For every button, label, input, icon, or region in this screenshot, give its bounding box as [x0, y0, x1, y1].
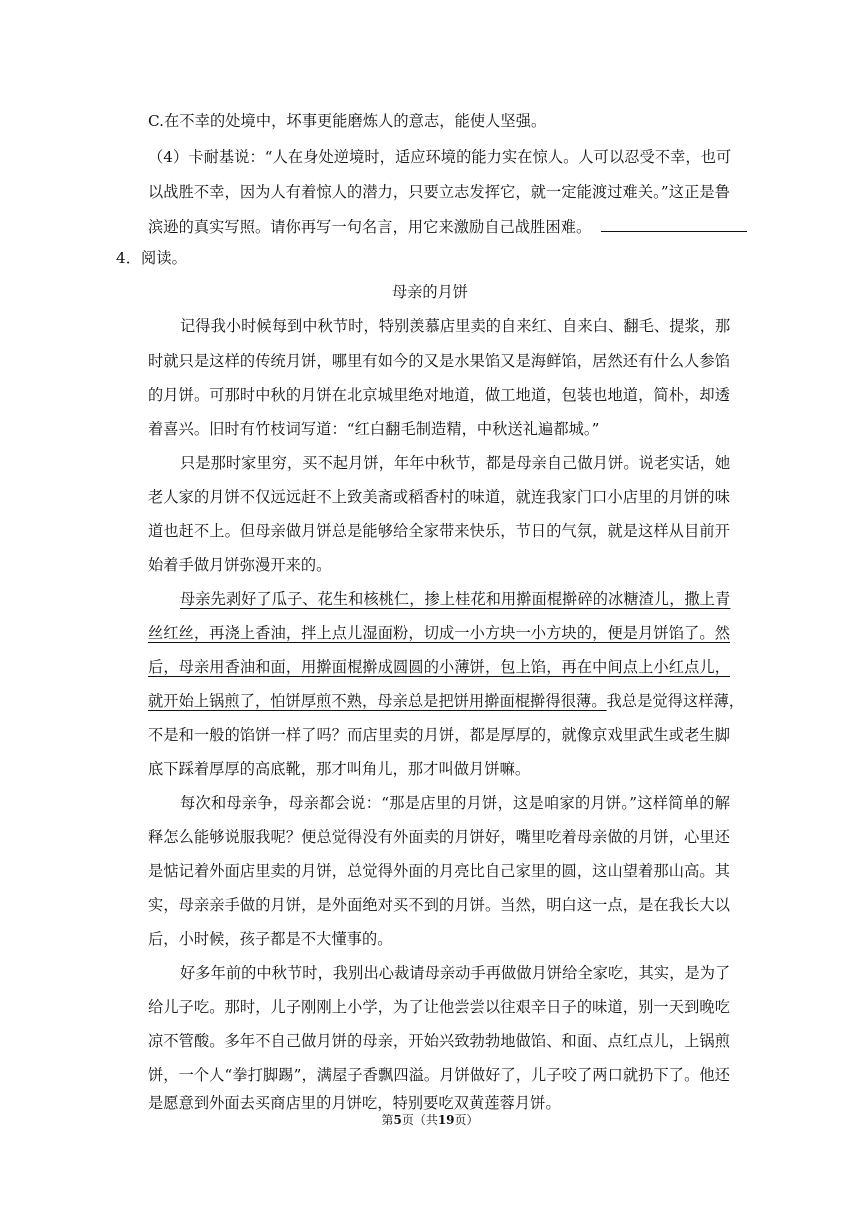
paragraph-line: 给儿子吃。那时，儿子刚刚上小学，为了让他尝尝以往艰辛日子的味道，别一天到晚吃 [148, 998, 730, 1016]
paragraph-line-mixed [148, 691, 745, 711]
paragraph-line: 着喜兴。旧时有竹枝词写道：“红白翻毛制造精，中秋送礼遍都城。” [148, 420, 600, 438]
footer-middle: 页（共 [401, 1113, 438, 1127]
footer-prefix: 第 [381, 1113, 394, 1127]
paragraph-line: 是惦记着外面店里卖的月饼，总觉得外面的月亮比自己家里的圆，这山望着那山高。其 [148, 862, 730, 880]
paragraph-line: 好多年前的中秋节时，我别出心裁请母亲动手再做做月饼给全家吃，其实，是为了 [180, 964, 731, 982]
underlined-line: 后，母亲用香油和面，用擀面棍擀成圆圆的小薄饼，包上馅，再在中间点上小红点儿， [148, 658, 730, 676]
answer-blank[interactable] [601, 216, 747, 232]
total-pages: 19 [437, 1113, 455, 1127]
underlined-line: 母亲先剥好了瓜子、花生和核桃仁，掺上桂花和用擀面棍擀碎的冰糖渣儿，撒上青 [180, 590, 731, 608]
question-4-sub-line [148, 216, 730, 237]
paragraph-line: 时就只是这样的传统月饼，哪里有如今的又是水果馅又是海鲜馅，居然还有什么人参馅 [148, 352, 730, 370]
paragraph-line: 实，母亲亲手做的月饼，是外面绝对买不到的月饼。当然，明白这一点，是在我长大以 [148, 896, 730, 914]
question-4-sub-line: 以战胜不幸，因为人有着惊人的潜力，只要立志发挥它，就一定能渡过难关。”这正是鲁 [148, 183, 730, 201]
paragraph-line: 老人家的月饼不仅远远赶不上致美斋或稻香村的味道，就连我家门口小店里的月饼的味 [148, 488, 730, 506]
footer-suffix: 页） [454, 1113, 479, 1127]
option-c: C.在不幸的处境中，坏事更能磨炼人的意志，能使人坚强。 [148, 112, 547, 130]
paragraph-line: 凉不管酸。多年不自己做月饼的母亲，开始兴致勃勃地做馅、和面、点红点儿，上锅煎 [148, 1032, 730, 1050]
paragraph-line: 饼，一个人“拳打脚踢”，满屋子香飘四溢。月饼做好了，儿子咬了两口就扔下了。他还 [148, 1066, 730, 1084]
paragraph-line: 的月饼。可那时中秋的月饼在北京城里绝对地道，做工地道，包装也地道，简朴，却透 [148, 386, 730, 404]
question-heading: 4．阅读。 [116, 249, 187, 267]
paragraph-line: 每次和母亲争，母亲都会说：“那是店里的月饼，这是咱家的月饼。”这样简单的解 [180, 794, 730, 812]
prompt-text: 滨逊的真实写照。请你再写一句名言，用它来激励自己战胜困难。 [148, 218, 592, 236]
paragraph-line: 底下踩着厚厚的高底靴，那才叫角儿，那才叫做月饼嘛。 [148, 760, 531, 778]
paragraph-line: 记得我小时候每到中秋节时，特别羡慕店里卖的自来红、自来白、翻毛、提浆，那 [180, 317, 731, 335]
article-title: 母亲的月饼 [392, 283, 468, 301]
paragraph-line: 始着手做月饼弥漫开来的。 [148, 556, 332, 574]
page-number: 5 [393, 1113, 402, 1127]
plain-text: 我总是觉得这样薄， [606, 692, 745, 710]
paragraph-line: 只是那时家里穷，买不起月饼，年年中秋节，都是母亲自己做月饼。说老实话，她 [180, 454, 731, 472]
paragraph-line: 道也赶不上。但母亲做月饼总是能够给全家带来快乐，节日的气氛，就是这样从目前开 [148, 522, 730, 540]
underlined-line: 丝红丝，再浇上香油，拌上点儿湿面粉，切成一小方块一小方块的，便是月饼馅了。然 [148, 624, 730, 642]
paragraph-line: 不是和一般的馅饼一样了吗？而店里卖的月饼，都是厚厚的，就像京戏里武生或老生脚 [148, 726, 730, 744]
paragraph-line: 是愿意到外面去买商店里的月饼吃，特别要吃双黄莲蓉月饼。 [148, 1094, 561, 1112]
paragraph-line: 释怎么能够说服我呢？便总觉得没有外面卖的月饼好，嘴里吃着母亲做的月饼，心里还 [148, 828, 730, 846]
page-footer [0, 1112, 860, 1128]
question-4-sub-line: （4）卡耐基说：“人在身处逆境时，适应环境的能力实在惊人。人可以忍受不幸，也可 [148, 148, 732, 166]
underlined-text: 就开始上锅煎了，怕饼厚煎不熟，母亲总是把饼用擀面棍擀得很薄。 [148, 692, 607, 710]
paragraph-line: 后，小时候，孩子都是不大懂事的。 [148, 930, 393, 948]
